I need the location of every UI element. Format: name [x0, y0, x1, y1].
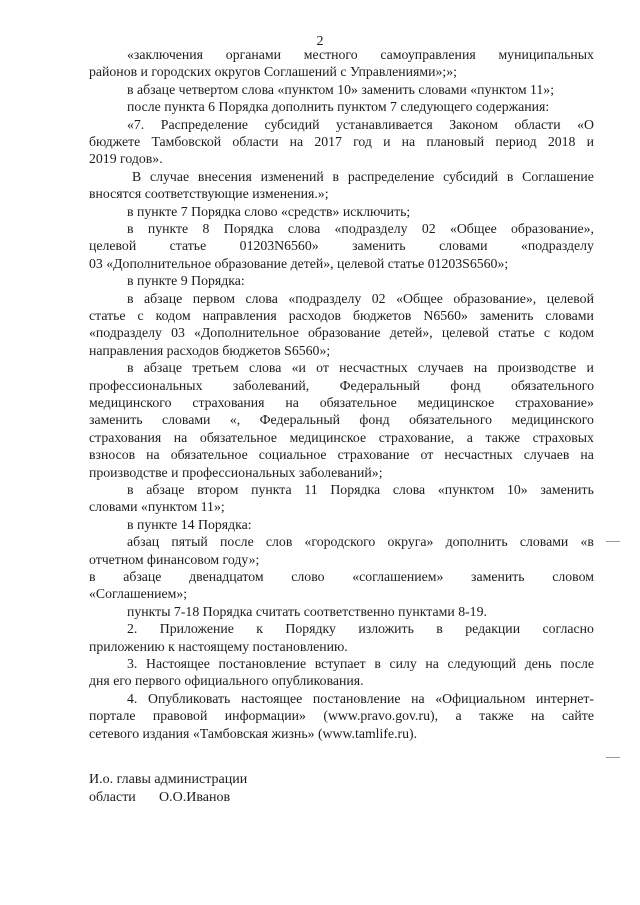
word: «подразделу [521, 238, 594, 254]
word: сайте [562, 708, 594, 724]
word: период [495, 134, 537, 149]
word: первом [192, 290, 235, 306]
word: в [89, 569, 96, 584]
paragraph-line [127, 620, 594, 637]
paragraph-line: после пункта 6 Порядка дополнить пунктом 7 следующего содержания: [127, 99, 550, 115]
word: словами [161, 412, 211, 428]
paragraph-line [127, 533, 594, 550]
word: абзаце [144, 290, 183, 306]
paragraph-line [127, 359, 594, 376]
word: 2. [127, 621, 138, 637]
paragraph-line [127, 116, 594, 133]
paragraph-line: 2019 годов». [89, 151, 163, 167]
word: следующий [447, 656, 517, 671]
word: Опубликовать [147, 690, 231, 706]
paragraph-line [89, 394, 594, 411]
word: фонд [359, 412, 390, 428]
signature-position-line2: области [89, 790, 136, 805]
word: устанавливается [336, 116, 433, 132]
word: «Общее [396, 290, 443, 306]
word: на [285, 395, 299, 410]
word: несчастных [339, 360, 408, 376]
word: случаев [417, 360, 464, 376]
word: от [316, 360, 329, 376]
word: с [137, 308, 144, 323]
paragraph-line [89, 411, 594, 428]
word: на [531, 708, 545, 724]
word: фонд [450, 377, 481, 393]
word: медицинское [289, 429, 367, 445]
word: обязательное [170, 447, 248, 463]
word: статье [169, 238, 207, 254]
word: N6560» [423, 308, 468, 323]
word: расходов [288, 308, 342, 323]
word: случае [150, 168, 190, 184]
word: 01203N6560» [239, 238, 319, 254]
word: к [256, 621, 263, 637]
word: редакции [465, 621, 521, 637]
word: от [420, 447, 434, 463]
word: образование [308, 325, 381, 341]
paragraph-line [89, 377, 594, 394]
word: 11 [304, 482, 318, 497]
paragraph-line: в абзаце четвертом слова «пунктом 10» заменить словами «пунктом 11»; [127, 81, 555, 97]
paragraph-line: словами «пунктом 11»; [89, 499, 225, 515]
word: изменений [260, 168, 324, 184]
paragraph-line: направления расходов бюджетов S6560»; [89, 342, 331, 358]
paragraph-line: сетевого издания «Тамбовская жизнь» (www.tamlife.ru). [89, 725, 418, 741]
word: «подразделу [334, 221, 408, 236]
word: субсидий [443, 168, 499, 184]
paragraph-line [89, 707, 594, 724]
word: В [132, 168, 142, 184]
word: кодом [155, 308, 191, 323]
word: в [127, 290, 134, 306]
paragraph-line: в пункте 7 Порядка слово «средств» исключить; [127, 203, 411, 219]
word: абзац [127, 534, 160, 550]
word: обязательного [409, 412, 493, 428]
paragraph-line [89, 133, 594, 150]
word: заболеваний, [232, 377, 310, 393]
word: Федеральный [259, 412, 340, 428]
word: «Общее [449, 221, 497, 236]
word: образование», [511, 221, 594, 236]
word: заменить [540, 482, 594, 497]
word: области [232, 134, 279, 149]
word: профессиональных [89, 377, 203, 393]
word: двенадцатом [189, 569, 264, 584]
word: распределение [347, 168, 435, 184]
word: «О [577, 116, 594, 132]
word: целевой [441, 325, 490, 341]
word: день [524, 656, 552, 671]
word: слова [248, 360, 282, 376]
word: постановление [218, 656, 307, 671]
paragraph-line: районов и городских округов Соглашений с Управлениями»;»; [89, 64, 457, 80]
word: в [127, 482, 134, 497]
paragraph-line [127, 290, 594, 307]
word: словом [552, 569, 594, 584]
word: на [289, 134, 304, 149]
paragraph-line: вносятся соответствующие изменения.»; [89, 186, 329, 202]
word: 10» [506, 482, 528, 497]
word: (www.pravo.gov.ru), [323, 708, 439, 724]
word: кодом [559, 325, 594, 341]
word: после [560, 656, 594, 671]
word: 2018 [547, 134, 576, 149]
paragraph-line [127, 690, 594, 707]
word: портале [89, 708, 136, 724]
word: пункте [147, 221, 189, 236]
word: «заключения [127, 47, 204, 62]
word: статье [498, 325, 535, 341]
word: дополнить [445, 534, 508, 550]
word: 8 [202, 221, 210, 236]
paragraph-line [89, 237, 594, 254]
word: 03 [171, 325, 185, 341]
word: на [411, 690, 425, 706]
word: целевой [546, 290, 594, 306]
word: случаев [523, 447, 570, 463]
paragraph-line [127, 220, 594, 237]
word: бюджетов [353, 308, 412, 323]
word: муниципальных [498, 47, 594, 62]
word: «и [291, 360, 306, 376]
word: изложить [358, 621, 414, 637]
word: страхования [89, 429, 162, 445]
word: медицинское [417, 395, 495, 410]
word: с [543, 325, 550, 341]
paragraph-line [127, 46, 594, 63]
paragraph-line: 03 «Дополнительное образование детей», целевой статье 01203S6560»; [89, 255, 509, 271]
word: в [127, 360, 134, 376]
word: год [353, 134, 372, 149]
word: целевой [89, 238, 137, 254]
word: абзаце [123, 569, 162, 584]
word: информации» [224, 708, 306, 724]
paragraph-line: в пункте 9 Порядка: [127, 273, 245, 289]
word: «подразделу [288, 290, 362, 306]
word: страхования [192, 395, 265, 410]
paragraph-line: производстве и профессиональных заболеваний»; [89, 464, 383, 480]
word: пункта [251, 482, 292, 497]
signature-name: О.О.Иванов [159, 790, 231, 805]
word: плановый [426, 134, 485, 149]
word: 3. [127, 656, 138, 671]
word: «Официальном [435, 690, 526, 706]
word: на [425, 656, 439, 671]
scan-mark [606, 757, 620, 758]
word: внесения [197, 168, 252, 184]
paragraph-line [89, 446, 594, 463]
word: статье [89, 308, 126, 323]
word: страхование [337, 447, 410, 463]
word: «в [580, 534, 594, 550]
paragraph-line [89, 429, 594, 446]
word: на [401, 134, 416, 149]
word: также [485, 429, 520, 445]
scan-mark [606, 541, 620, 542]
word: несчастных [444, 447, 513, 463]
word: «7. [127, 116, 145, 132]
word: обязательное [319, 395, 397, 410]
word: страхование» [515, 395, 594, 410]
word: на [580, 447, 594, 463]
word: в [127, 221, 134, 236]
word: и [586, 134, 594, 149]
word: в [436, 621, 443, 637]
word: интернет- [536, 690, 594, 706]
word: «пунктом [437, 482, 495, 497]
paragraph-line: «Соглашением»; [89, 586, 188, 602]
word: медицинского [511, 412, 594, 428]
word: на [473, 360, 488, 376]
word: словами [519, 534, 569, 550]
word: заменить [352, 238, 406, 254]
word: Настоящее [145, 656, 210, 671]
paragraph-line [89, 324, 594, 341]
word: на [173, 429, 188, 445]
word: медицинского [89, 395, 172, 410]
word: а [466, 429, 473, 445]
word: постановление [312, 690, 401, 706]
word: слова [392, 482, 426, 497]
word: заменить [471, 569, 525, 584]
word: Порядка [330, 482, 381, 497]
word: 02 [371, 290, 386, 306]
word: заменить [479, 308, 534, 323]
word: пятый [171, 534, 208, 550]
word: силу [389, 656, 417, 671]
paragraph-line: в пункте 14 Порядка: [127, 516, 252, 532]
paragraph-line: приложению к настоящему постановлению. [89, 638, 348, 654]
word: бюджете [89, 134, 141, 149]
word: «, [229, 412, 241, 428]
word: словами [545, 308, 594, 323]
paragraph-line [89, 307, 594, 324]
word: слов [265, 534, 293, 550]
word: обязательное [199, 429, 277, 445]
word: местного [303, 47, 358, 62]
word: а [455, 708, 462, 724]
word: и [586, 360, 594, 376]
word: «подразделу [89, 325, 162, 341]
word: «городского [304, 534, 376, 550]
word: вступает [314, 656, 366, 671]
word: также [479, 708, 514, 724]
word: направления [202, 308, 277, 323]
word: правовой [152, 708, 208, 724]
paragraph-line [132, 168, 594, 185]
word: «Дополнительное [194, 325, 299, 341]
word: социальное [258, 447, 327, 463]
word: детей», [389, 325, 433, 341]
word: самоуправления [380, 47, 476, 62]
word: Федеральный [339, 377, 420, 393]
word: Порядку [285, 621, 336, 637]
word: Распределение [160, 116, 248, 132]
word: образование», [453, 290, 537, 306]
word: в [506, 168, 514, 184]
word: 4. [127, 690, 138, 706]
word: заменить [89, 412, 143, 428]
word: в [374, 656, 381, 671]
word: слово [291, 569, 325, 584]
word: настоящее [240, 690, 303, 706]
word: субсидий [264, 116, 320, 132]
word: на [146, 447, 160, 463]
word: словами [439, 238, 488, 254]
word: втором [197, 482, 239, 497]
word: слова [245, 290, 278, 306]
word: 2017 [314, 134, 342, 149]
paragraph-line [127, 481, 594, 498]
signature-position-line1: И.о. главы администрации [89, 772, 248, 787]
word: абзаце [146, 482, 185, 497]
word: третьем [192, 360, 239, 376]
word: Приложение [159, 621, 234, 637]
word: области [514, 116, 561, 132]
word: Соглашение [522, 168, 594, 184]
word: страхование, [378, 429, 455, 445]
word: Законом [449, 116, 498, 132]
word: абзаце [143, 360, 183, 376]
word: Порядка [223, 221, 274, 236]
word: округа» [387, 534, 434, 550]
word: «соглашением» [352, 569, 444, 584]
paragraph-line [89, 568, 594, 585]
word: органами [225, 47, 281, 62]
paragraph-line: отчетном финансовом году»; [89, 551, 260, 567]
page-number: 2 [316, 34, 324, 49]
paragraph-line: дня его первого официального опубликования. [89, 673, 364, 689]
word: обязательного [511, 377, 594, 393]
paragraph-line [127, 655, 594, 672]
word: согласно [542, 621, 594, 637]
word: слова [287, 221, 321, 236]
word: в [332, 168, 340, 184]
word: Тамбовской [151, 134, 222, 149]
word: производстве [497, 360, 577, 376]
paragraph-line: пункты 7-18 Порядка считать соответственно пунктами 8-19. [127, 603, 487, 619]
word: 02 [421, 221, 436, 236]
word: страховых [532, 429, 594, 445]
word: после [219, 534, 254, 550]
word: взносов [89, 447, 136, 463]
word: и [383, 134, 391, 149]
